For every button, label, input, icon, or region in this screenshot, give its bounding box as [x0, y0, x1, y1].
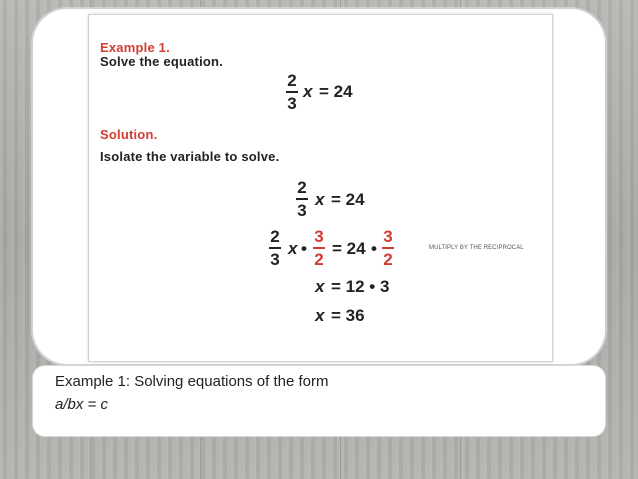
- equation-rhs: = 12 • 3: [331, 277, 390, 296]
- caption-box: [33, 366, 605, 436]
- fraction-bar: [296, 198, 308, 200]
- fraction: [286, 72, 298, 112]
- example-title: Example 1.: [100, 40, 170, 55]
- variable: x: [288, 239, 298, 258]
- fraction: [269, 228, 281, 268]
- fraction-bar: [286, 91, 298, 93]
- equation-rhs: = 36: [331, 306, 365, 325]
- fraction: [296, 179, 308, 219]
- fraction-bar: [313, 247, 325, 249]
- variable: x: [315, 190, 325, 209]
- fraction-numerator: 2: [287, 71, 297, 90]
- reciprocal-fraction: [313, 228, 325, 268]
- fraction-numerator: 2: [297, 178, 307, 197]
- variable: x: [315, 306, 325, 325]
- equation-rhs: = 24: [332, 239, 366, 258]
- multiply-dot: •: [301, 239, 307, 258]
- variable: x: [315, 277, 325, 296]
- reciprocal-fraction: [382, 228, 394, 268]
- caption-line-1: Example 1: Solving equations of the form: [55, 373, 329, 390]
- multiply-dot: •: [371, 239, 377, 258]
- equation-rhs: = 24: [331, 190, 365, 209]
- solution-instruction: Isolate the variable to solve.: [100, 149, 280, 164]
- example-instruction: Solve the equation.: [100, 54, 223, 69]
- fraction-denominator: 3: [297, 201, 307, 220]
- caption-line-2: a/bx = c: [55, 396, 108, 413]
- fraction-bar: [269, 247, 281, 249]
- variable: x: [303, 82, 313, 101]
- fraction-bar: [382, 247, 394, 249]
- equation-rhs: = 24: [319, 82, 353, 101]
- fraction-numerator: 2: [270, 227, 280, 246]
- fraction-denominator: 2: [383, 250, 393, 269]
- fraction-numerator: 3: [314, 227, 324, 246]
- worksheet-image: [88, 14, 553, 362]
- fraction-denominator: 3: [287, 94, 297, 113]
- fraction-denominator: 3: [270, 250, 280, 269]
- fraction-denominator: 2: [314, 250, 324, 269]
- reciprocal-note: MULTIPLY BY THE RECIPROCAL: [429, 245, 524, 251]
- fraction-numerator: 3: [383, 227, 393, 246]
- solution-title: Solution.: [100, 127, 158, 142]
